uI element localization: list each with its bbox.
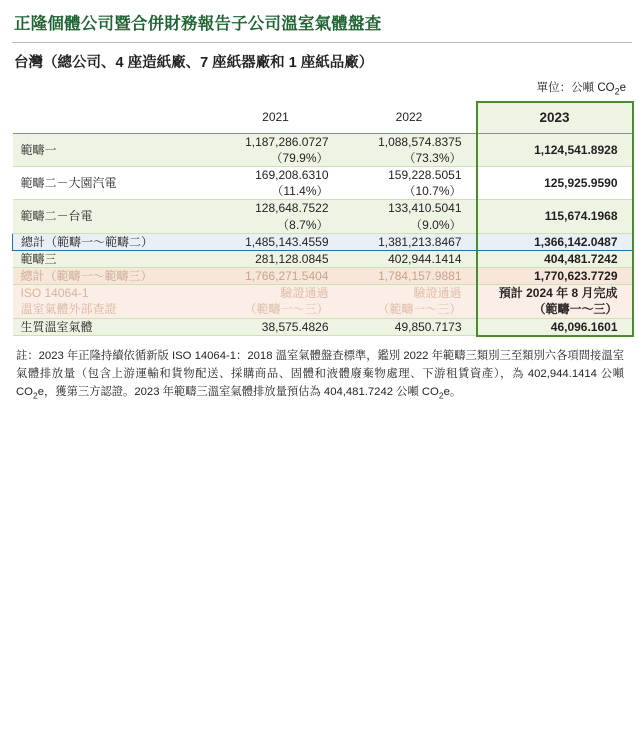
cell-2021 [209, 268, 343, 285]
footnote [12, 347, 632, 404]
percent-2022: （10.7%） [403, 184, 462, 199]
cell-2021 [209, 133, 343, 166]
value-2021: 1,485,143.4559 [245, 234, 329, 249]
value-2022: 1,784,157.9881 [378, 269, 462, 284]
row-label: 總計（範疇一～範疇二） [13, 233, 209, 250]
value-2023: 125,925.9590 [544, 176, 618, 191]
table-row-iso-verification [13, 285, 633, 318]
table-row [13, 250, 633, 267]
value-2023: 46,096.1601 [550, 319, 618, 334]
value-2021: 驗證通過 [280, 286, 329, 301]
table-header-row [13, 102, 633, 134]
cell-2022 [343, 285, 477, 318]
cell-2023 [477, 200, 633, 233]
value-2021: 1,766,271.5404 [245, 269, 329, 284]
value-2021: 281,128.0845 [255, 251, 329, 266]
value-2021: 169,208.6310 [255, 167, 329, 182]
header-2021: 2021 [209, 102, 343, 134]
cell-2021 [209, 250, 343, 267]
cell-2022 [343, 133, 477, 166]
row-label: 範疇一 [13, 133, 209, 166]
value-2021: 38,575.4826 [261, 319, 329, 334]
cell-2023 [477, 318, 633, 336]
scope-2022: （範疇一～三） [377, 302, 462, 317]
value-2023: 1,124,541.8928 [534, 142, 618, 157]
footnote-text-3: e。 [443, 386, 462, 399]
row-label-line2: 溫室氣體外部查證 [20, 302, 117, 317]
row-label [13, 285, 209, 318]
cell-2022 [343, 250, 477, 267]
value-2022: 1,381,213.8467 [378, 234, 462, 249]
footnote-sub-1: 2 [32, 390, 38, 401]
title-divider [12, 42, 632, 43]
row-label: 範疇三 [13, 250, 209, 267]
table-row-total-scope123 [13, 268, 633, 285]
value-2022: 159,228.5051 [388, 167, 462, 182]
unit-text: 單位：公噸 CO [536, 82, 615, 95]
value-2022: 49,850.7173 [394, 319, 462, 334]
row-label: 總計（範疇一～範疇三） [13, 268, 209, 285]
cell-2021 [209, 200, 343, 233]
value-2023: 預計 2024 年 8 月完成 [498, 286, 618, 301]
unit-subscript: 2 [614, 86, 620, 97]
row-label: 範疇二－台電 [13, 200, 209, 233]
cell-2023 [477, 133, 633, 166]
cell-2023 [477, 268, 633, 285]
ghg-data-table [12, 101, 634, 337]
percent-2022: （9.0%） [410, 217, 462, 232]
footnote-sub-2: 2 [438, 390, 444, 401]
header-2022: 2022 [343, 102, 477, 134]
table-row-total-scope12 [13, 233, 633, 250]
header-blank [13, 102, 209, 134]
value-2022: 133,410.5041 [388, 201, 462, 216]
cell-2022 [343, 233, 477, 250]
cell-2022 [343, 268, 477, 285]
table-row [13, 166, 633, 199]
percent-2021: （8.7%） [277, 217, 329, 232]
cell-2022 [343, 318, 477, 336]
row-label: 生質溫室氣體 [13, 318, 209, 336]
value-2022: 402,944.1414 [388, 251, 462, 266]
cell-2021 [209, 166, 343, 199]
row-label: 範疇二－大園汽電 [13, 166, 209, 199]
value-2022: 驗證通過 [413, 286, 462, 301]
table-row [13, 318, 633, 336]
percent-2021: （79.9%） [270, 150, 329, 165]
cell-2021 [209, 318, 343, 336]
footnote-text-1: 註：2023 年正隆持續依循新版 ISO 14064-1：2018 溫室氣體盤查標準，鑑別 2022 年範疇三類別三至類別六各項間接溫室氣體排放量（包含上游運輸和貨物配送、採購商品、固體和液體廢棄物處理、下游租賃資產），為 402,944.1414 公噸 CO [16, 349, 624, 399]
header-2023: 2023 [477, 102, 633, 134]
value-2023: 1,770,623.7729 [534, 269, 618, 284]
cell-2023 [477, 285, 633, 318]
percent-2021: （11.4%） [271, 184, 329, 199]
table-row [13, 133, 633, 166]
footnote-text-2: e，獲第三方認證。2023 年範疇三溫室氣體排放量預估為 404,481.7242 公噸 CO [37, 386, 439, 399]
row-label-line1: ISO 14064-1 [20, 286, 89, 301]
page-title: 正隆個體公司暨合併財務報告子公司溫室氣體盤查 [14, 15, 382, 33]
scope-2023: （範疇一～三） [533, 302, 618, 317]
unit-label [12, 79, 632, 96]
value-2021: 1,187,286.0727 [245, 134, 329, 149]
value-2022: 1,088,574.8375 [378, 134, 462, 149]
cell-2022 [343, 200, 477, 233]
value-2023: 1,366,142.0487 [534, 234, 618, 249]
cell-2023 [477, 250, 633, 267]
cell-2022 [343, 166, 477, 199]
value-2023: 115,674.1968 [544, 209, 618, 224]
value-2023: 404,481.7242 [544, 251, 618, 266]
cell-2023 [477, 166, 633, 199]
table-row [13, 200, 633, 233]
percent-2022: （73.3%） [403, 150, 462, 165]
unit-suffix: e [619, 82, 626, 95]
page-subtitle: 台灣（總公司、4 座造紙廠、7 座紙器廠和 1 座紙品廠） [14, 55, 374, 72]
cell-2021 [209, 233, 343, 250]
value-2021: 128,648.7522 [255, 201, 329, 216]
cell-2023 [477, 233, 633, 250]
scope-2021: （範疇一～三） [244, 302, 329, 317]
cell-2021 [209, 285, 343, 318]
